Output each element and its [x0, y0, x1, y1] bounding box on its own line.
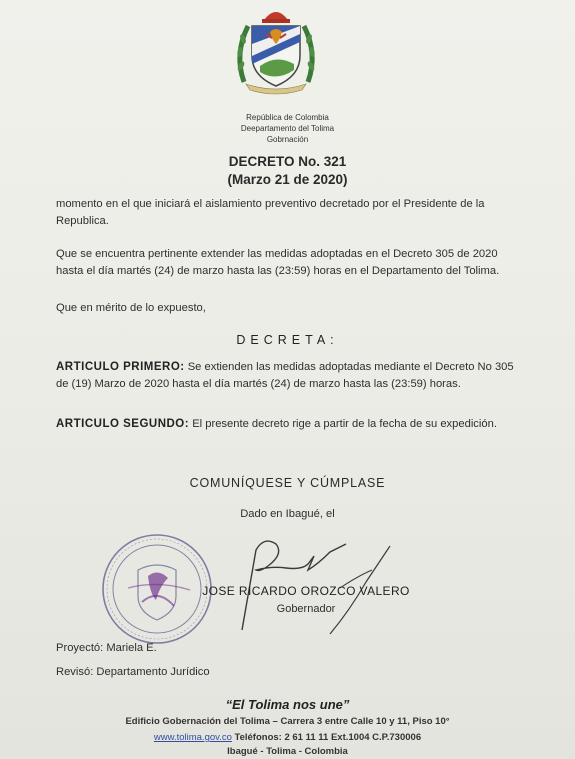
decree-title [0, 153, 575, 189]
footer-contact [0, 732, 575, 744]
paragraph-merit: Que en mérito de lo expuesto, [56, 302, 206, 314]
article-second [56, 416, 526, 433]
government-header [0, 112, 575, 145]
coat-of-arms-icon [230, 4, 322, 96]
article-first [56, 359, 526, 393]
footer-phones: Teléfonos: 2 61 11 11 Ext.1004 C.P.730006 [231, 732, 422, 743]
paragraph-extension: Que se encuentra pertinente extender las medidas adoptadas en el Decreto 305 de 2020 hasta el día martés (24) de marzo hasta las (23:59) horas en el Departamento del Tolima. [56, 248, 500, 277]
article-second-text: El presente decreto rige a partir de la fecha de su expedición. [189, 418, 497, 430]
reviso-line: Revisó: Departamento Jurídico [56, 666, 210, 678]
comuniquese-heading: COMUNÍQUESE Y CÚMPLASE [189, 476, 386, 490]
decree-date: (Marzo 21 de 2020) [227, 172, 348, 187]
paragraph-isolation: momento en el que iniciará el aislamiento preventivo decretado por el Presidente de la Republica. [56, 198, 485, 227]
signer-role: Gobernador [276, 603, 336, 615]
header-office: Gobrnación [266, 135, 309, 144]
slogan: “El Tolima nos une” [225, 697, 350, 712]
decree-number: DECRETO No. 321 [228, 154, 347, 169]
article-first-text: Se extienden las medidas adoptadas mediante el Decreto No 305 de (19) Marzo de 2020 hasta el día martés (24) de marzo hasta las (23:59) horas. [56, 361, 514, 390]
header-department: Deepartamento del Tolima [240, 124, 335, 133]
signer-name: JOSE RICARDO OROZCO VALERO [202, 584, 410, 598]
footer-address: Edificio Gobernación del Tolima – Carrera 3 entre Calle 10 y 11, Piso 10° [125, 716, 450, 727]
article-second-label: ARTICULO SEGUNDO: [56, 418, 190, 430]
website-link[interactable]: www.tolima.gov.co [153, 732, 232, 743]
header-country: República de Colombia [246, 113, 329, 122]
footer-city: Ibagué - Tolima - Colombia [227, 746, 348, 757]
dado-line: Dado en Ibagué, el [240, 508, 335, 520]
article-first-label: ARTICULO PRIMERO: [56, 361, 185, 373]
decreta-heading: DECRETA: [236, 333, 339, 347]
proyecto-line: Proyectó: Mariela E. [56, 642, 157, 654]
